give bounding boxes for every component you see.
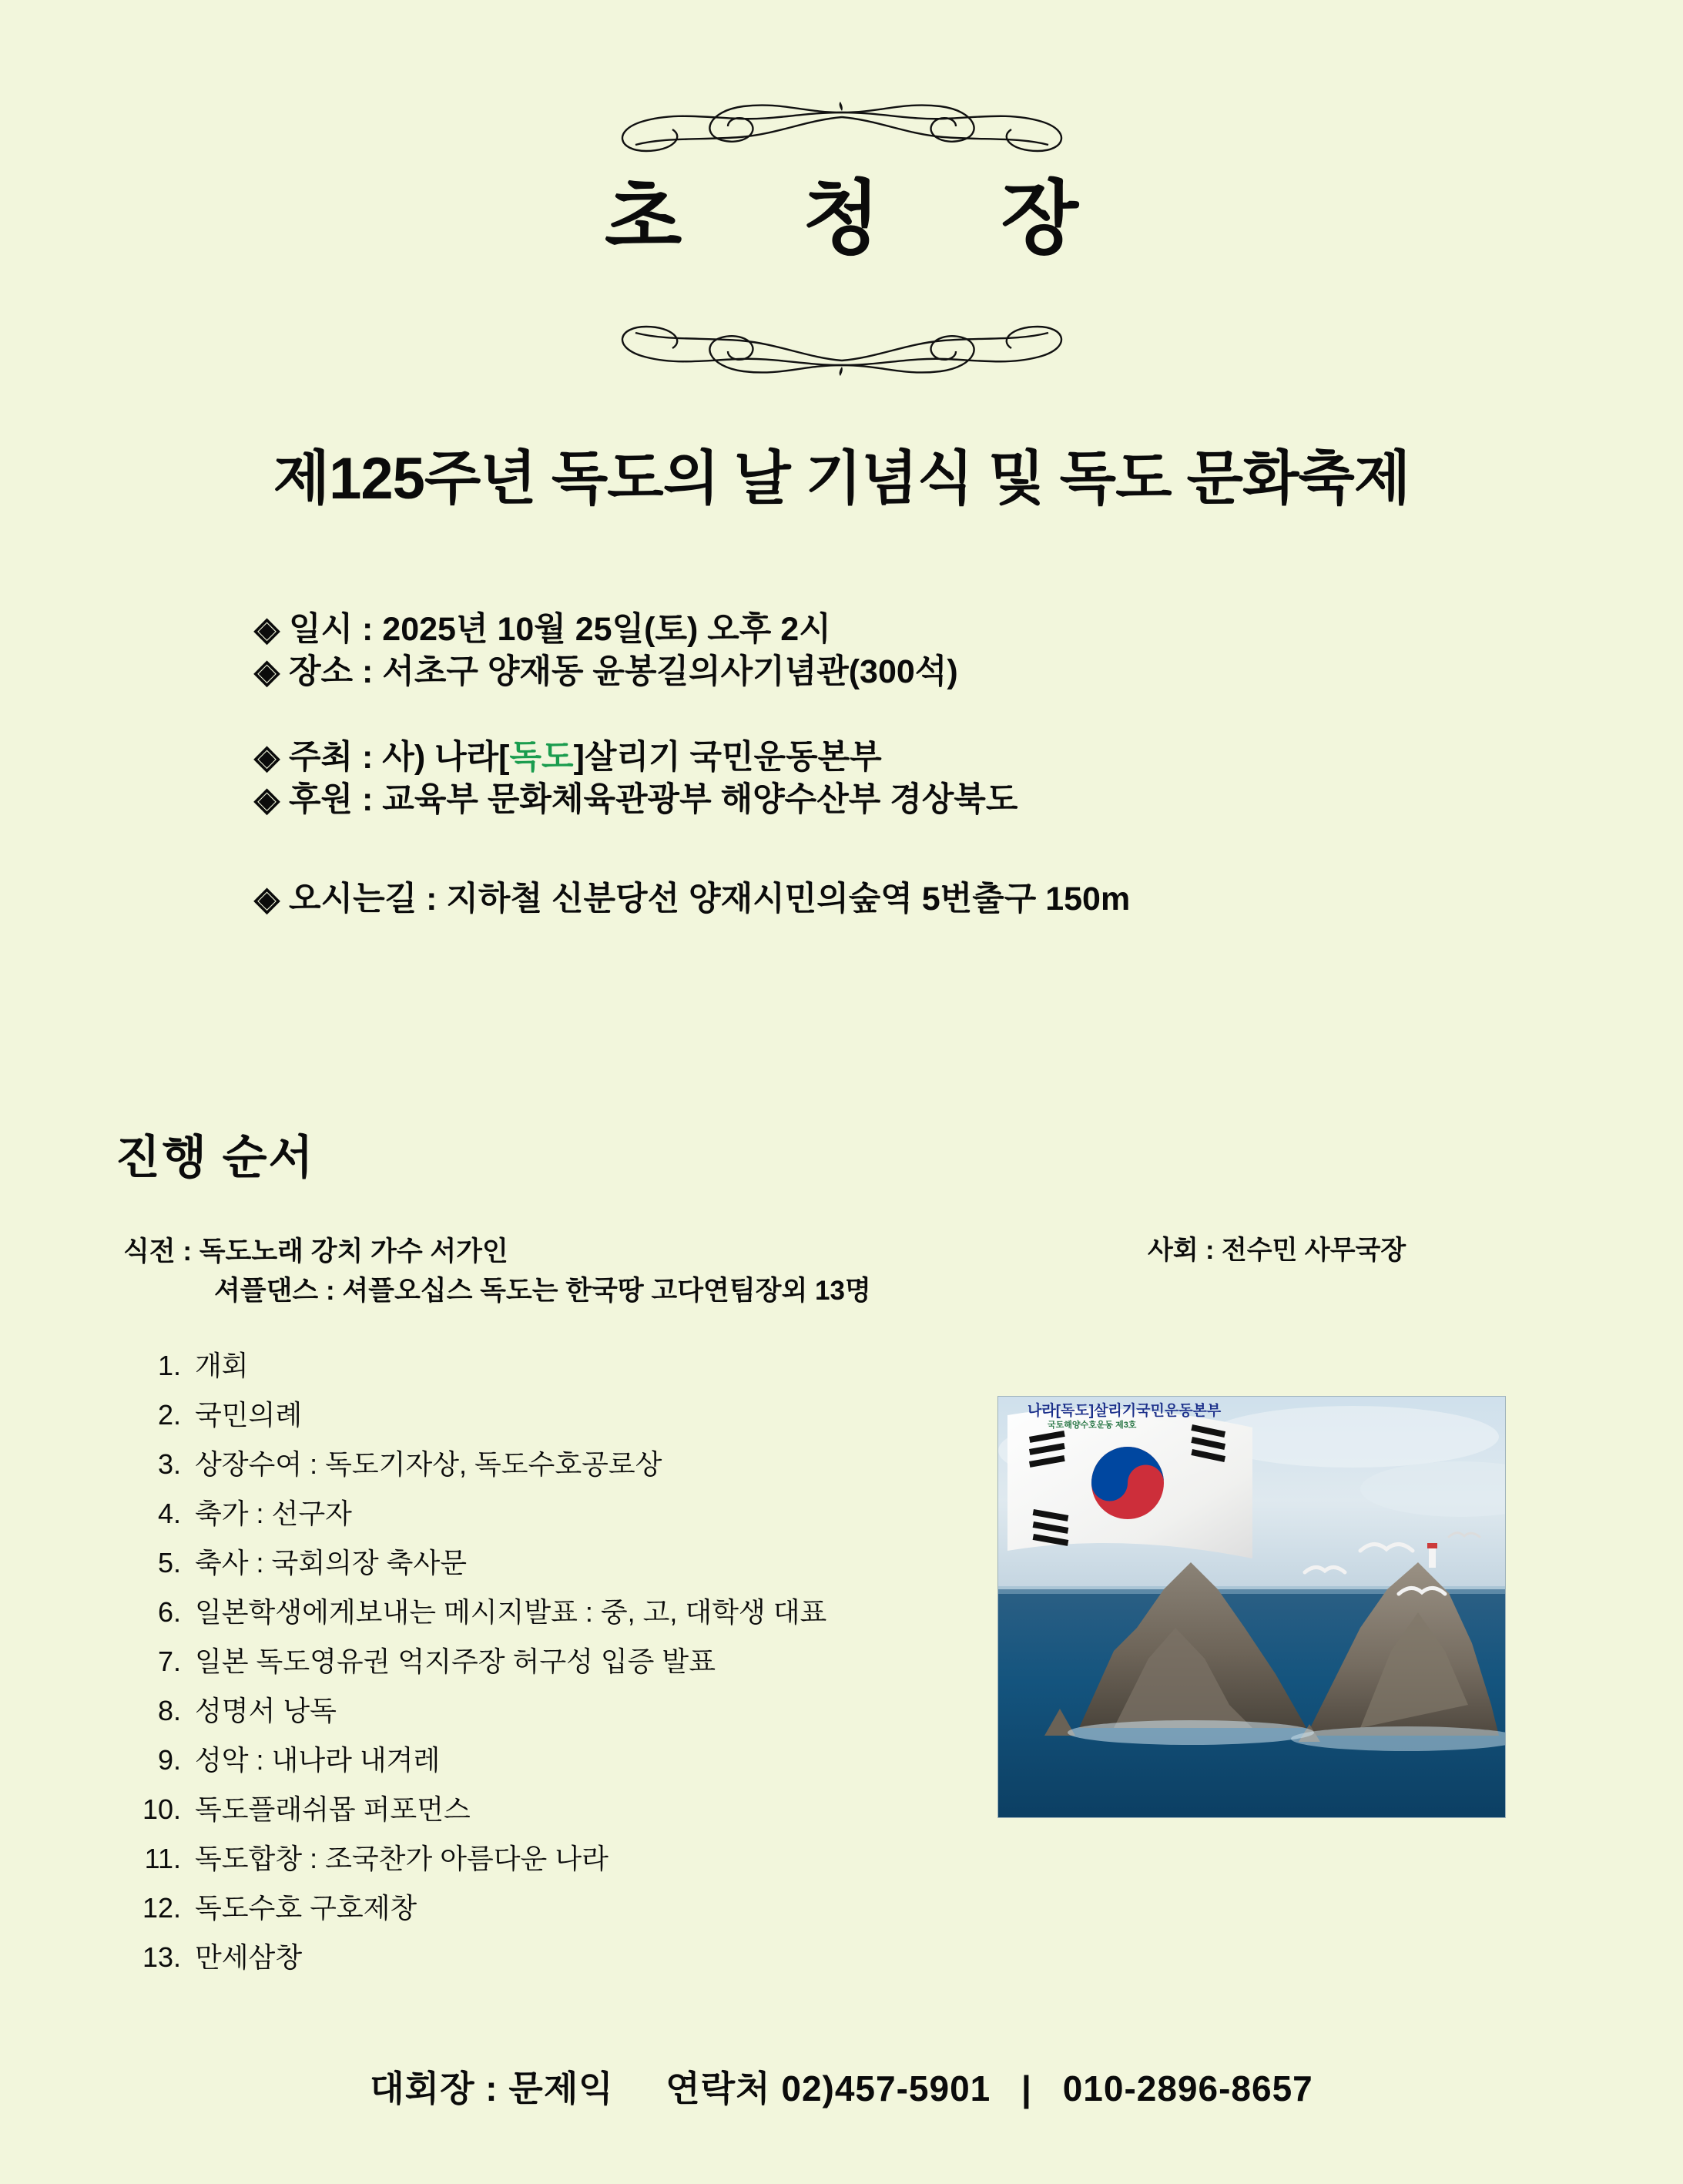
list-item bbox=[135, 1894, 982, 1944]
list-item-label: 성악 : 내나라 내겨레 bbox=[195, 1744, 441, 1776]
info-host-highlight: 독도 bbox=[509, 739, 574, 777]
list-item-label: 독도수호 구호제창 bbox=[195, 1892, 417, 1924]
info-spacer-1 bbox=[254, 693, 1564, 736]
event-info-block bbox=[254, 609, 1564, 921]
list-item-label: 성명서 낭독 bbox=[195, 1695, 337, 1726]
page-title: 초 청 장 bbox=[604, 174, 1128, 263]
pre-event-line-1: 식전 : 독도노래 강치 가수 서가인 bbox=[123, 1236, 508, 1266]
info-directions: ◈ 오시는길 : 지하철 신분당선 양재시민의숲역 5번출구 150m bbox=[254, 881, 1131, 918]
program-list bbox=[135, 1352, 982, 1993]
list-item-number: 9. bbox=[157, 1744, 181, 1776]
footer-separator: | bbox=[1021, 2068, 1032, 2109]
info-host bbox=[254, 736, 1564, 779]
pre-event-block bbox=[123, 1233, 871, 1311]
list-item bbox=[135, 1648, 982, 1697]
list-item-label: 일본학생에게보내는 메시지발표 : 중, 고, 대학생 대표 bbox=[195, 1596, 827, 1628]
info-spacer-2 bbox=[254, 821, 1564, 878]
list-item bbox=[135, 1500, 982, 1549]
list-item-label: 일본 독도영유권 억지주장 허구성 입증 발표 bbox=[195, 1646, 716, 1677]
list-item-number: 6. bbox=[157, 1596, 181, 1628]
list-item bbox=[135, 1549, 982, 1599]
footer-chair: 대회장 : 문제익 bbox=[370, 2068, 614, 2109]
footer-contact bbox=[0, 2061, 1683, 2112]
list-item-number: 1. bbox=[157, 1350, 181, 1381]
list-item bbox=[135, 1845, 982, 1894]
list-item-number: 7. bbox=[157, 1646, 181, 1677]
list-item-label: 축사 : 국회의장 축사문 bbox=[195, 1547, 467, 1578]
list-item-number: 11. bbox=[144, 1843, 181, 1874]
list-item-label: 독도플래쉬몹 퍼포먼스 bbox=[195, 1793, 471, 1825]
info-date: ◈ 일시 : 2025년 10월 25일(토) 오후 2시 bbox=[254, 611, 831, 648]
list-item-number: 13. bbox=[142, 1941, 181, 1973]
svg-text:나라[독도]살리기국민운동본부: 나라[독도]살리기국민운동본부 bbox=[1028, 1403, 1222, 1419]
list-item-label: 국민의례 bbox=[195, 1399, 303, 1431]
svg-text:국토해양수호운동 제3호: 국토해양수호운동 제3호 bbox=[1048, 1421, 1137, 1430]
list-item-label: 개회 bbox=[195, 1350, 249, 1381]
dokdo-island-photo bbox=[997, 1396, 1506, 1818]
mc-note: 사회 : 전수민 사무국장 bbox=[1148, 1236, 1406, 1265]
program-heading: 진행 순서 bbox=[116, 1132, 315, 1183]
footer-contact-phone: 연락처 02)457-5901 bbox=[665, 2068, 991, 2109]
list-item-number: 12. bbox=[142, 1892, 181, 1924]
list-item bbox=[135, 1941, 982, 1993]
event-title: 제125주년 독도의 날 기념식 및 독도 문화축제 bbox=[273, 446, 1410, 512]
info-host-suffix: ]살리기 국민운동본부 bbox=[573, 739, 882, 777]
list-item bbox=[135, 1596, 982, 1648]
list-item-number: 4. bbox=[157, 1498, 181, 1529]
list-item-label: 상장수여 : 독도기자상, 독도수호공로상 bbox=[195, 1448, 662, 1480]
list-item bbox=[135, 1697, 982, 1746]
list-item-label: 만세삼창 bbox=[195, 1941, 303, 1973]
list-item bbox=[135, 1793, 982, 1845]
ornament-top-icon bbox=[549, 100, 1135, 169]
info-host-prefix: ◈ 주최 : 사) 나라[ bbox=[254, 739, 510, 777]
list-item-number: 2. bbox=[157, 1399, 181, 1431]
pre-event-line-2-wrap bbox=[123, 1272, 871, 1311]
list-item bbox=[135, 1746, 982, 1796]
list-item-label: 축가 : 선구자 bbox=[195, 1498, 352, 1529]
pre-event-line-2: 셔플댄스 : 셔플오십스 독도는 한국땅 고다연팀장외 13명 bbox=[214, 1275, 871, 1306]
list-item bbox=[135, 1352, 982, 1401]
info-place: ◈ 장소 : 서초구 양재동 윤봉길의사기념관(300석) bbox=[254, 653, 958, 691]
list-item-label: 독도합창 : 조국찬가 아름다운 나라 bbox=[195, 1843, 608, 1874]
info-sponsor: ◈ 후원 : 교육부 문화체육관광부 해양수산부 경상북도 bbox=[254, 781, 1018, 819]
list-item-number: 10. bbox=[142, 1793, 181, 1825]
list-item bbox=[135, 1401, 982, 1451]
footer-mobile-phone: 010-2896-8657 bbox=[1062, 2068, 1313, 2109]
list-item bbox=[135, 1448, 982, 1500]
list-item-number: 3. bbox=[157, 1448, 181, 1480]
ornament-bottom-icon bbox=[549, 308, 1135, 377]
list-item-number: 8. bbox=[157, 1695, 181, 1726]
list-item-number: 5. bbox=[157, 1547, 181, 1578]
